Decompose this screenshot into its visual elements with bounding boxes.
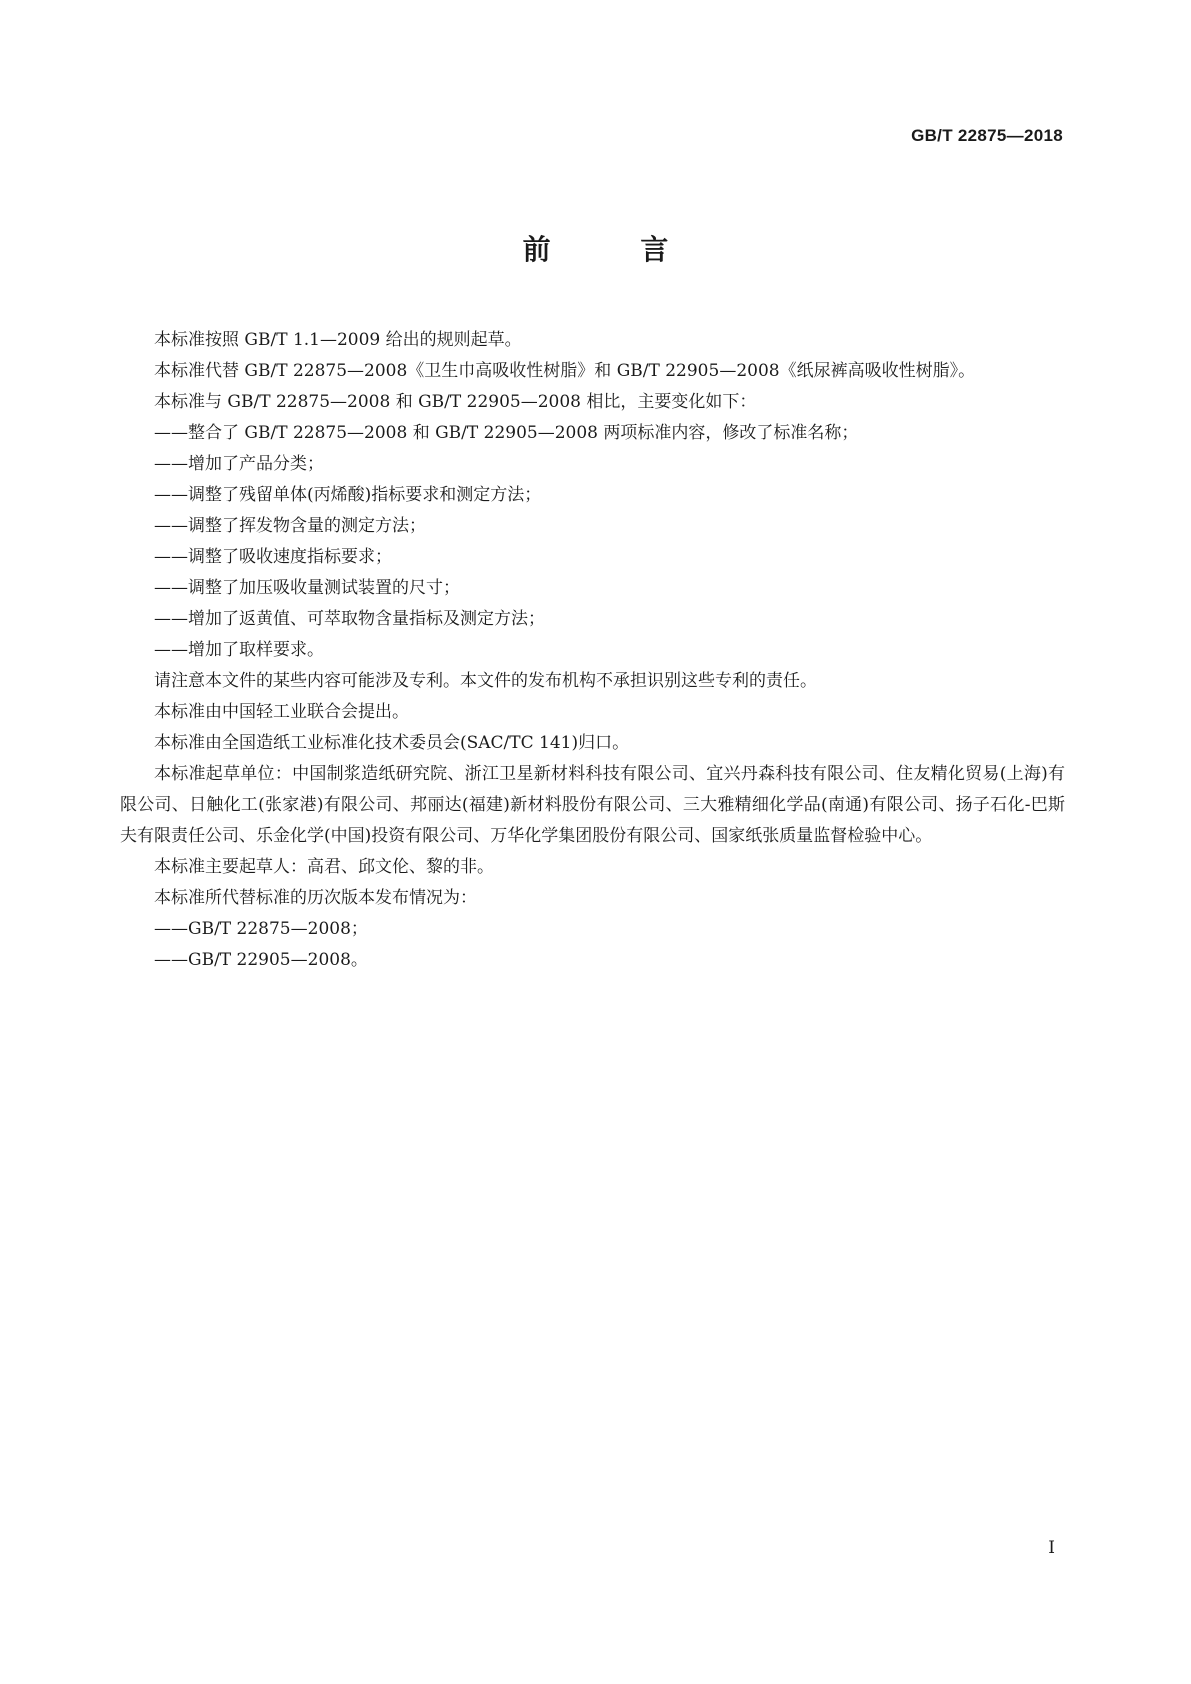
page-number: I <box>1048 1538 1055 1558</box>
change-item: ——调整了加压吸收量测试装置的尺寸； <box>154 578 460 598</box>
change-item: ——调整了挥发物含量的测定方法； <box>154 516 426 536</box>
paragraph-replacement: 本标准代替 GB/T 22875—2008《卫生巾高吸收性树脂》和 GB/T 22905—2008《纸尿裤高吸收性树脂》。 <box>154 361 976 381</box>
paragraph-proposed-by: 本标准由中国轻工业联合会提出。 <box>154 702 409 722</box>
paragraph-changes-intro: 本标准与 GB/T 22875—2008 和 GB/T 22905—2008 相比，主要变化如下： <box>154 392 757 412</box>
change-item: ——调整了残留单体(丙烯酸)指标要求和测定方法； <box>154 485 542 505</box>
history-item: ——GB/T 22875—2008； <box>154 919 368 939</box>
paragraph-drafting-rules: 本标准按照 GB/T 1.1—2009 给出的规则起草。 <box>154 330 522 350</box>
page-title: 前 言 <box>522 233 709 266</box>
paragraph-patent-notice: 请注意本文件的某些内容可能涉及专利。本文件的发布机构不承担识别这些专利的责任。 <box>154 671 817 691</box>
paragraph-history-intro: 本标准所代替标准的历次版本发布情况为： <box>154 888 477 908</box>
foreword-body <box>120 325 1065 976</box>
change-item: ——增加了取样要求。 <box>154 640 324 660</box>
change-item: ——增加了返黄值、可萃取物含量指标及测定方法； <box>154 609 545 629</box>
change-item: ——增加了产品分类； <box>154 454 324 474</box>
paragraph-centralized-by: 本标准由全国造纸工业标准化技术委员会(SAC/TC 141)归口。 <box>154 733 630 753</box>
paragraph-drafting-units: 本标准起草单位：中国制浆造纸研究院、浙江卫星新材料科技有限公司、宜兴丹森科技有限公司、住友精化贸易(上海)有限公司、日触化工(张家港)有限公司、邦丽达(福建)新材料股份有限公司、三大雅精细化学品(南通)有限公司、扬子石化-巴斯夫有限责任公司、乐金化学(中国)投资有限公司、万华化学集团股份有限公司、国家纸张质量监督检验中心。 <box>120 764 1065 846</box>
standard-code: GB/T 22875—2018 <box>911 126 1063 145</box>
change-item: ——调整了吸收速度指标要求； <box>154 547 392 567</box>
history-item: ——GB/T 22905—2008。 <box>154 950 368 970</box>
change-item: ——整合了 GB/T 22875—2008 和 GB/T 22905—2008 两项标准内容，修改了标准名称； <box>154 423 859 443</box>
paragraph-drafters: 本标准主要起草人：高君、邱文伦、黎的非。 <box>154 857 494 877</box>
